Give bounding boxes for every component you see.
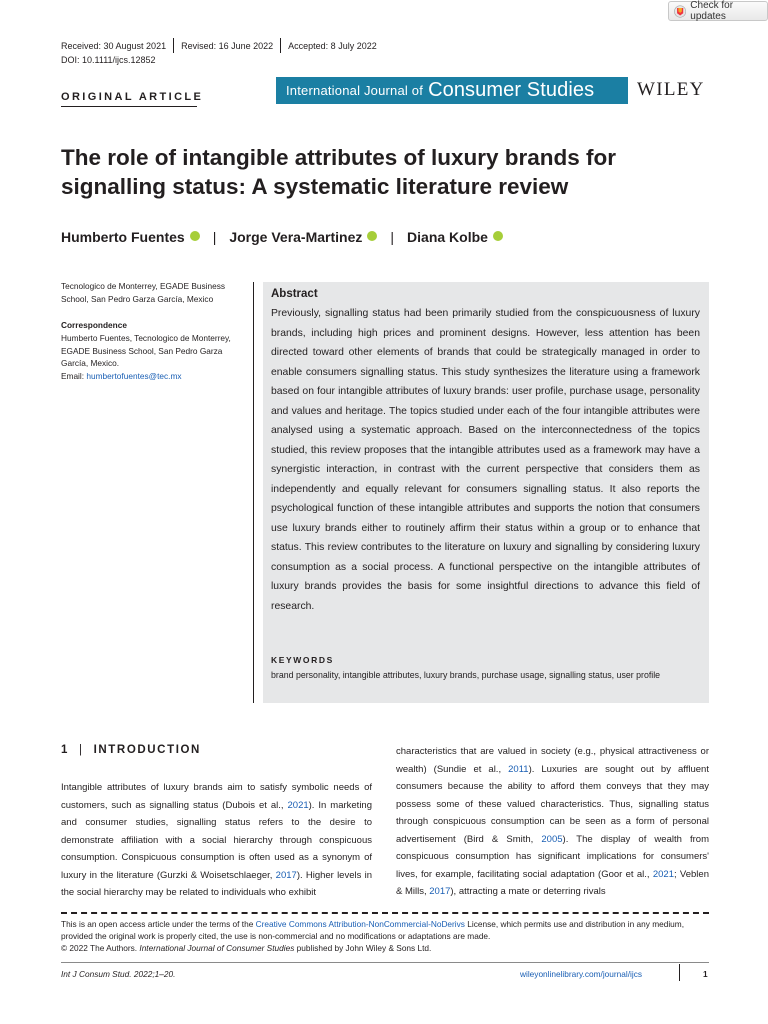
body-text: ; Veblen & Mills,	[396, 868, 709, 897]
orcid-icon[interactable]	[367, 231, 377, 241]
body-text: ). Luxuries are sought out by affluent consumers because the ability to afford them conveys that they may possess some of these valued characteristics. Thus, signalling status through conspicuous consumption can be seen as a form of personal advertisement (Bird & Smith,	[396, 763, 709, 845]
journal-banner[interactable]	[276, 77, 628, 104]
date-divider	[173, 38, 174, 53]
license-text: License, which permits use and distribution in any medium, provided the original work is properly cited, the use is non-commercial and no modifications or adaptations are made.	[61, 919, 685, 942]
abstract-text: Previously, signalling status had been primarily studied from the conspicuousness of luxury brands, including high prices and prominent designs. However, less attention has been directed toward other elements of brands that could be strategically managed in order to enable consumers signalling status. This study synthesizes the literature using a framework based on four intangible attributes of luxury brands: user profile, purchase usage, personality and values and heritage. The topics studied under each of the four intangible attributes were analysed using a systematic approach. Based on the interconnectedness of the topics studied, this review proposes that the intangible attributes used as a framework may have a synergistic interaction, in contrast with the current perspective that considers them as independently and equally relevant for consumers signalling status. It also reports the psychological function of these intangible attributes and supports the notion that consumers use luxury brands either to routinely affirm their status within a group or to enhance that status. This review contributes to the literature on luxury and signalling by considering luxury consumption as a social process. A functional perspective on the intangible attributes of luxury brands provides the basis for some insightful directions to advance this field of research.	[271, 308, 700, 612]
copyright-journal: International Journal of Consumer Studies	[139, 943, 295, 954]
publisher-logo[interactable]: WILEY	[637, 79, 705, 100]
article-dates	[61, 38, 377, 53]
article-type-rule	[61, 106, 197, 107]
citation-link[interactable]: 2021	[652, 868, 674, 880]
accepted-date: Accepted: 8 July 2022	[288, 40, 377, 51]
section-title: INTRODUCTION	[93, 744, 201, 756]
article-type: ORIGINAL ARTICLE	[61, 91, 204, 103]
license-note	[61, 918, 709, 955]
correspondence	[61, 332, 251, 382]
body-text: characteristics that are valued in society (e.g., physical attractiveness or wealth) (Sundie et al.,	[396, 746, 709, 775]
license-text: This is an open access article under the terms of the	[61, 919, 256, 929]
body-text: Intangible attributes of luxury brands aim to satisfy symbolic needs of customers, such as signalling status (Dubois et al.,	[61, 782, 372, 811]
crossmark-icon	[674, 5, 686, 18]
author-separator: |	[212, 229, 217, 245]
journal-name: Consumer Studies	[428, 79, 595, 101]
keywords-text: brand personality, intangible attributes, luxury brands, purchase usage, signalling status, user profile	[271, 670, 661, 680]
body-text: ). The display of wealth from conspicuous consumption has significant implications for consumers' lives, for example, facilitating social adaptation (Goor et al.,	[396, 833, 709, 880]
orcid-icon[interactable]	[493, 231, 503, 241]
received-date: Received: 30 August 2021	[61, 40, 167, 51]
page-number: 1	[703, 969, 708, 979]
author-list	[61, 229, 503, 245]
author-separator: |	[390, 229, 395, 245]
section-number: 1	[61, 744, 69, 756]
email-label: Email:	[61, 370, 85, 381]
citation-link[interactable]: 2005	[541, 833, 563, 845]
footer-divider-vertical	[679, 964, 680, 981]
citation-link[interactable]: 2011	[508, 763, 529, 775]
body-text: ), attracting a mate or deterring rivals	[450, 886, 606, 897]
section-separator: |	[79, 744, 84, 756]
doi: DOI: 10.1111/ijcs.12852	[61, 55, 156, 65]
license-link[interactable]: Creative Commons Attribution-NonCommercial-NoDerivs	[255, 919, 465, 929]
keywords-heading: KEYWORDS	[271, 655, 334, 665]
citation-line: Int J Consum Stud. 2022;1–20.	[61, 969, 176, 979]
footer-divider	[61, 912, 709, 914]
check-for-updates-button[interactable]	[668, 1, 768, 21]
copyright-text: published by John Wiley & Sons Ltd.	[294, 943, 432, 954]
body-column-right	[396, 743, 709, 901]
article-title: The role of intangible attributes of luxury brands for signalling status: A systematic literature review	[61, 145, 617, 199]
citation-link[interactable]: 2017	[429, 886, 451, 897]
correspondence-text: Humberto Fuentes, Tecnologico de Monterrey, EGADE Business School, San Pedro Garza García, Mexico.	[61, 333, 231, 369]
date-divider	[280, 38, 281, 53]
orcid-icon[interactable]	[190, 231, 200, 241]
author-name[interactable]: Diana Kolbe	[407, 229, 488, 245]
abstract-heading: Abstract	[271, 288, 318, 300]
email-link[interactable]: humbertofuentes@tec.mx	[86, 370, 182, 381]
revised-date: Revised: 16 June 2022	[181, 40, 274, 51]
citation-link[interactable]: 2021	[287, 799, 309, 811]
section-heading	[61, 744, 201, 756]
check-for-updates-label: Check for updates	[690, 0, 734, 22]
author-name[interactable]: Humberto Fuentes	[61, 229, 185, 245]
journal-prefix: International Journal of	[286, 83, 424, 98]
journal-url-link[interactable]: wileyonlinelibrary.com/journal/ijcs	[520, 969, 643, 979]
affiliation: Tecnologico de Monterrey, EGADE Business School, San Pedro Garza García, Mexico	[61, 281, 226, 304]
footer-rule	[61, 962, 709, 963]
abstract-rule	[253, 282, 254, 703]
body-text: ). Higher levels in the social hierarchy may be related to individuals who exhibit	[61, 869, 372, 898]
body-column-left	[61, 779, 372, 902]
citation-link[interactable]: 2017	[275, 869, 297, 881]
correspondence-heading: Correspondence	[61, 320, 127, 330]
author-name[interactable]: Jorge Vera-Martinez	[229, 229, 363, 245]
copyright-text: © 2022 The Authors.	[61, 943, 140, 954]
body-text: ). In marketing and consumer studies, signalling status refers to the desire to demonstrate affiliation with a social hierarchy through conspicuous consumption. Conspicuous consumption is often used as a synonym of luxury in the literature (Gurzki & Woisetschlaeger,	[61, 799, 372, 881]
